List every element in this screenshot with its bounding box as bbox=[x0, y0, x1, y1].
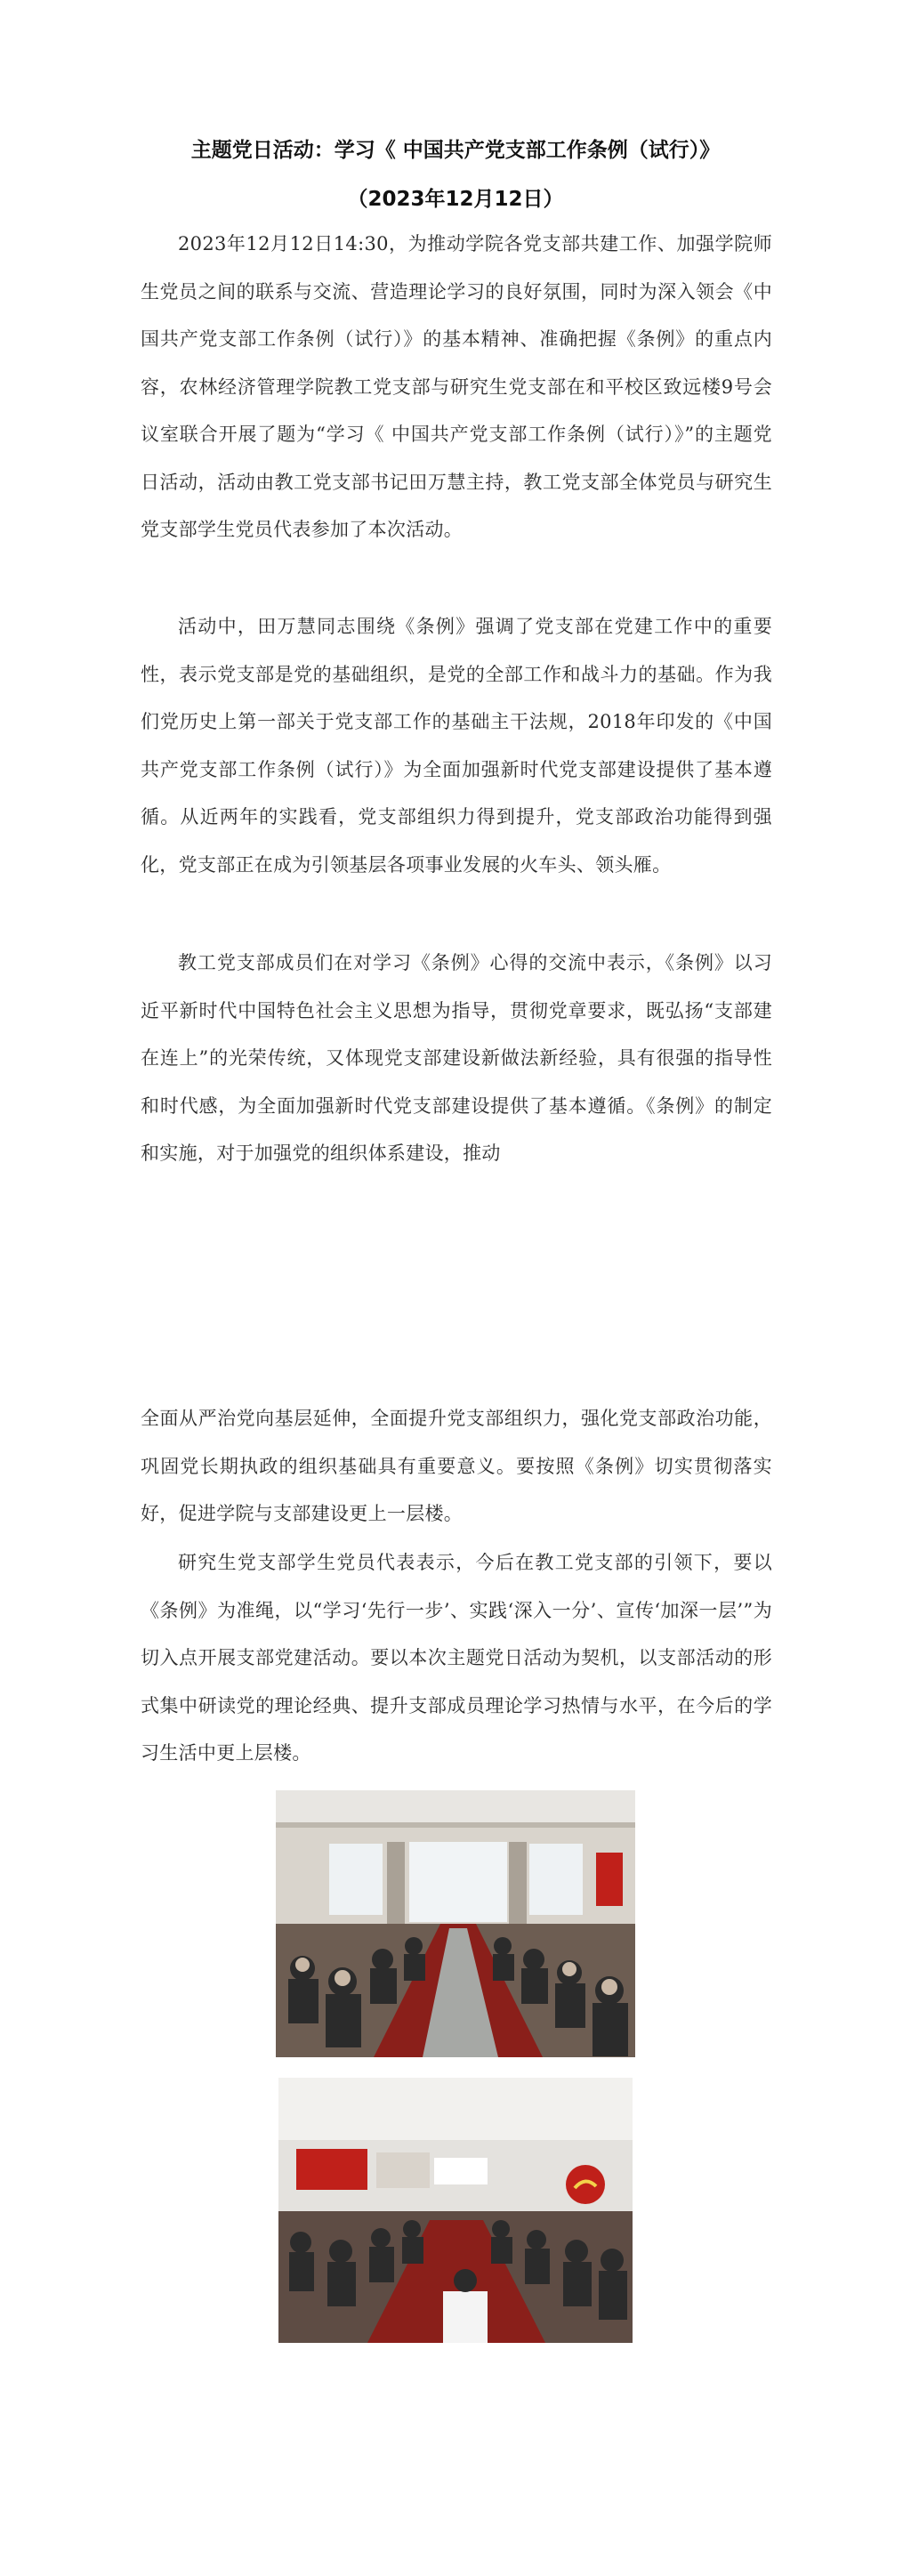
article-title: 主题党日活动：学习《 中国共产党支部工作条例（试行）》 bbox=[190, 139, 721, 162]
meeting-photo-1 bbox=[276, 1790, 635, 2057]
meeting-room-photo-icon bbox=[276, 1790, 635, 2057]
article-date: （2023年12月12日） bbox=[347, 188, 564, 211]
paragraph-intro: 2023年12月12日14:30，为推动学院各党支部共建工作、加强学院师生党员之间的联系与交流、营造理论学习的良好氛围，同时为深入领会《中国共产党支部工作条例（试行）》的基本精神、准确把握《条例》的重点内容，农林经济管理学院教工党支部与研究生党支部在和平校区致远楼9号会议室联合开展了题为“学习《 中国共产党支部工作条例（试行）》”的主题党日活动，活动由教工党支部书记田万慧主持，教工党支部全体党员与研究生党支部学生党员代表参加了本次活动。 bbox=[141, 233, 772, 540]
paragraph-activity: 活动中，田万慧同志围绕《条例》强调了党支部在党建工作中的重要性，表示党支部是党的基础组织，是党的全部工作和战斗力的基础。作为我们党历史上第一部关于党支部工作的基础主干法规，2018年印发的《中国共产党支部工作条例（试行）》为全面加强新时代党支部建设提供了基本遵循。从近两年的实践看，党支部组织力得到提升，党支部政治功能得到强化，党支部正在成为引领基层各项事业发展的火车头、领头雁。 bbox=[141, 616, 772, 876]
paragraph-staff-exchange-continued: 全面从严治党向基层延伸，全面提升党支部组织力，强化党支部政治功能，巩固党长期执政的组织基础具有重要意义。要按照《条例》切实贯彻落实好，促进学院与支部建设更上一层楼。 bbox=[141, 1408, 772, 1524]
paragraph-staff-exchange: 教工党支部成员们在对学习《条例》心得的交流中表示，《条例》以习近平新时代中国特色社会主义思想为指导，贯彻党章要求，既弘扬“支部建在连上”的光荣传统，又体现党支部建设新做法新经验，具有很强的指导性和时代感，为全面加强新时代党支部建设提供了基本遵循。《条例》的制定和实施，对于加强党的组织体系建设，推动 bbox=[141, 952, 772, 1164]
meeting-room-photo-icon bbox=[278, 2078, 633, 2343]
meeting-photo-2 bbox=[278, 2078, 633, 2343]
paragraph-graduate-branch: 研究生党支部学生党员代表表示，今后在教工党支部的引领下，要以《条例》为准绳，以“学习‘先行一步’、实践‘深入一分’、宣传‘加深一层’”为切入点开展支部党建活动。要以本次主题党日活动为契机，以支部活动的形式集中研读党的理论经典、提升支部成员理论学习热情与水平，在今后的学习生活中更上层楼。 bbox=[141, 1552, 772, 1764]
